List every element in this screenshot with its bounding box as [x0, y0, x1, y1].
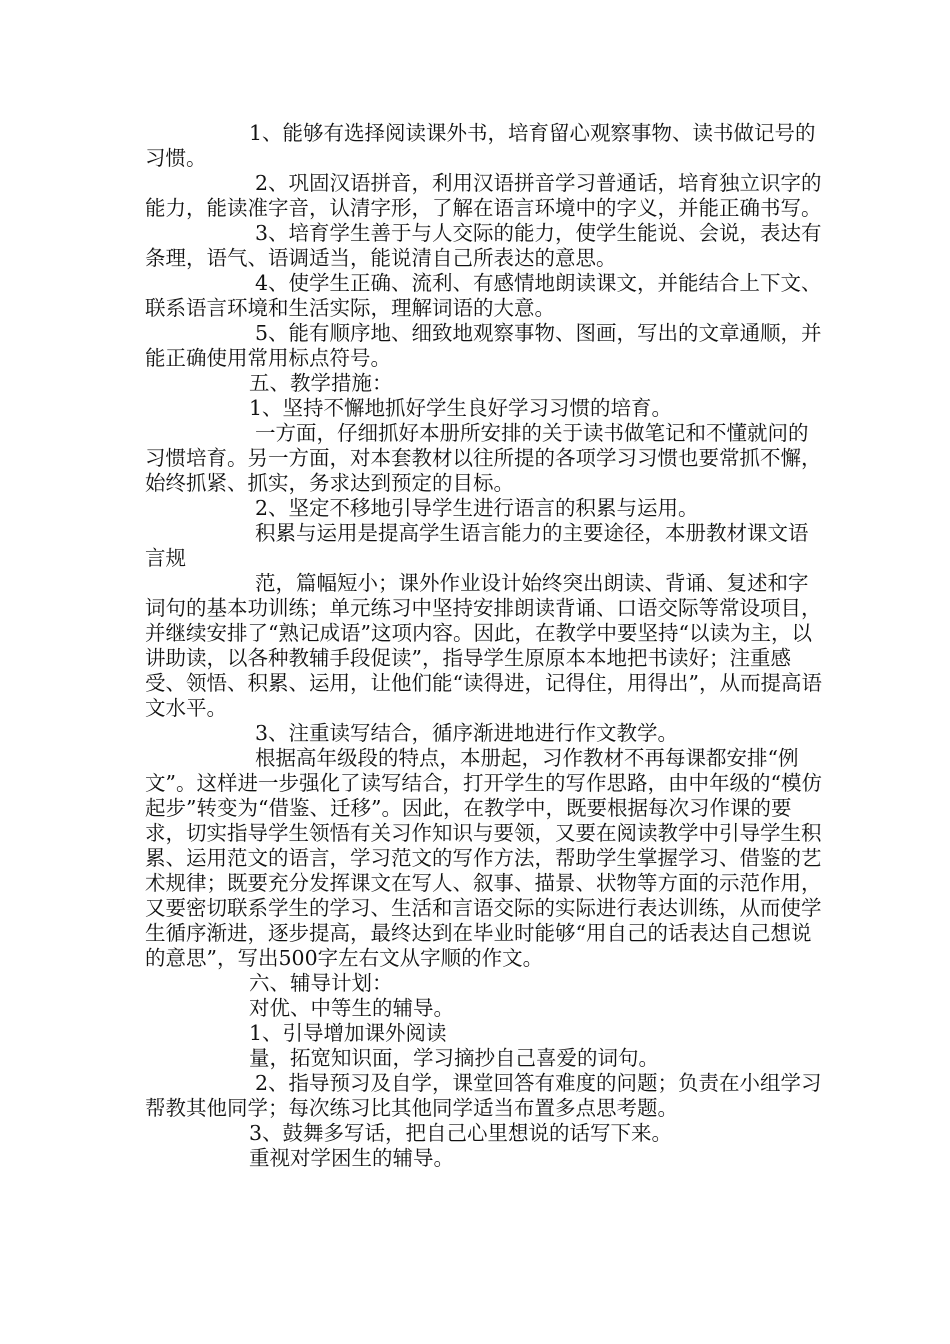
measure-1-body: 一方面，仔细抓好本册所安排的关于读书做笔记和不懂就问的习惯培育。另一方面，对本套教材以往所提的各项学习习惯也要常抓不懈，始终抓紧、抓实，务求达到预定的目标。 [145, 421, 822, 495]
tutoring-item-1-part1: 1、引导增加课外阅读 [249, 1021, 447, 1045]
tutoring-advanced-heading: 对优、中等生的辅导。 [249, 996, 454, 1020]
goal-item-3: 3、培育学生善于与人交际的能力，使学生能说、会说，表达有条理，语气、语调适当，能说清自己所表达的意思。 [145, 221, 822, 270]
document-page [145, 121, 825, 1171]
goal-item-1: 1、能够有选择阅读课外书，培育留心观察事物、读书做记号的习惯。 [145, 121, 816, 170]
tutoring-struggling-heading: 重视对学困生的辅导。 [249, 1146, 454, 1170]
measure-item-2: 2、坚定不移地引导学生进行语言的积累与运用。 [255, 496, 699, 520]
measure-2-body-part1: 积累与运用是提高学生语言能力的主要途径，本册教材课文语言规 [145, 521, 809, 570]
tutoring-item-3: 3、鼓舞多写话，把自己心里想说的话写下来。 [249, 1121, 673, 1145]
section-heading-tutoring-plan: 六、辅导计划： [249, 971, 393, 995]
measure-item-1: 1、坚持不懈地抓好学生良好学习习惯的培育。 [249, 396, 673, 420]
section-heading-teaching-measures: 五、教学措施： [249, 371, 393, 395]
goal-item-4: 4、使学生正确、流利、有感情地朗读课文，并能结合上下文、联系语言环境和生活实际，理解词语的大意。 [145, 271, 822, 320]
measure-2-body-part2: 范，篇幅短小；课外作业设计始终突出朗读、背诵、复述和字词句的基本功训练；单元练习中坚持安排朗读背诵、口语交际等常设项目，并继续安排了“熟记成语”这项内容。因此，在教学中要坚持“以读为主，以讲助读，以各种教辅手段促读”，指导学生原原本本地把书读好；注重感受、领悟、积累、运用，让他们能“读得进，记得住，用得出”，从而提高语文水平。 [145, 571, 822, 720]
tutoring-item-2: 2、指导预习及自学，课堂回答有难度的问题；负责在小组学习帮教其他同学；每次练习比其他同学适当布置多点思考题。 [145, 1071, 822, 1120]
tutoring-item-1-part2: 量，拓宽知识面，学习摘抄自己喜爱的词句。 [249, 1046, 659, 1070]
goal-item-2: 2、巩固汉语拼音，利用汉语拼音学习普通话，培育独立识字的能力，能读准字音，认清字形，了解在语言环境中的字义，并能正确书写。 [145, 171, 822, 220]
goal-item-5: 5、能有顺序地、细致地观察事物、图画，写出的文章通顺，并能正确使用常用标点符号。 [145, 321, 822, 370]
measure-3-body: 根据高年级段的特点，本册起，习作教材不再每课都安排“例文”。这样进一步强化了读写结合，打开学生的写作思路，由中年级的“模仿起步”转变为“借鉴、迁移”。因此，在教学中，既要根据每次习作课的要求，切实指导学生领悟有关习作知识与要领，又要在阅读教学中引导学生积累、运用范文的语言，学习范文的写作方法，帮助学生掌握学习、借鉴的艺术规律；既要充分发挥课文在写人、叙事、描景、状物等方面的示范作用，又要密切联系学生的学习、生活和言语交际的实际进行表达训练，从而使学生循序渐进，逐步提高，最终达到在毕业时能够“用自己的话表达自己想说的意思”，写出500字左右文从字顺的作文。 [145, 746, 822, 970]
measure-item-3: 3、注重读写结合，循序渐进地进行作文教学。 [255, 721, 679, 745]
